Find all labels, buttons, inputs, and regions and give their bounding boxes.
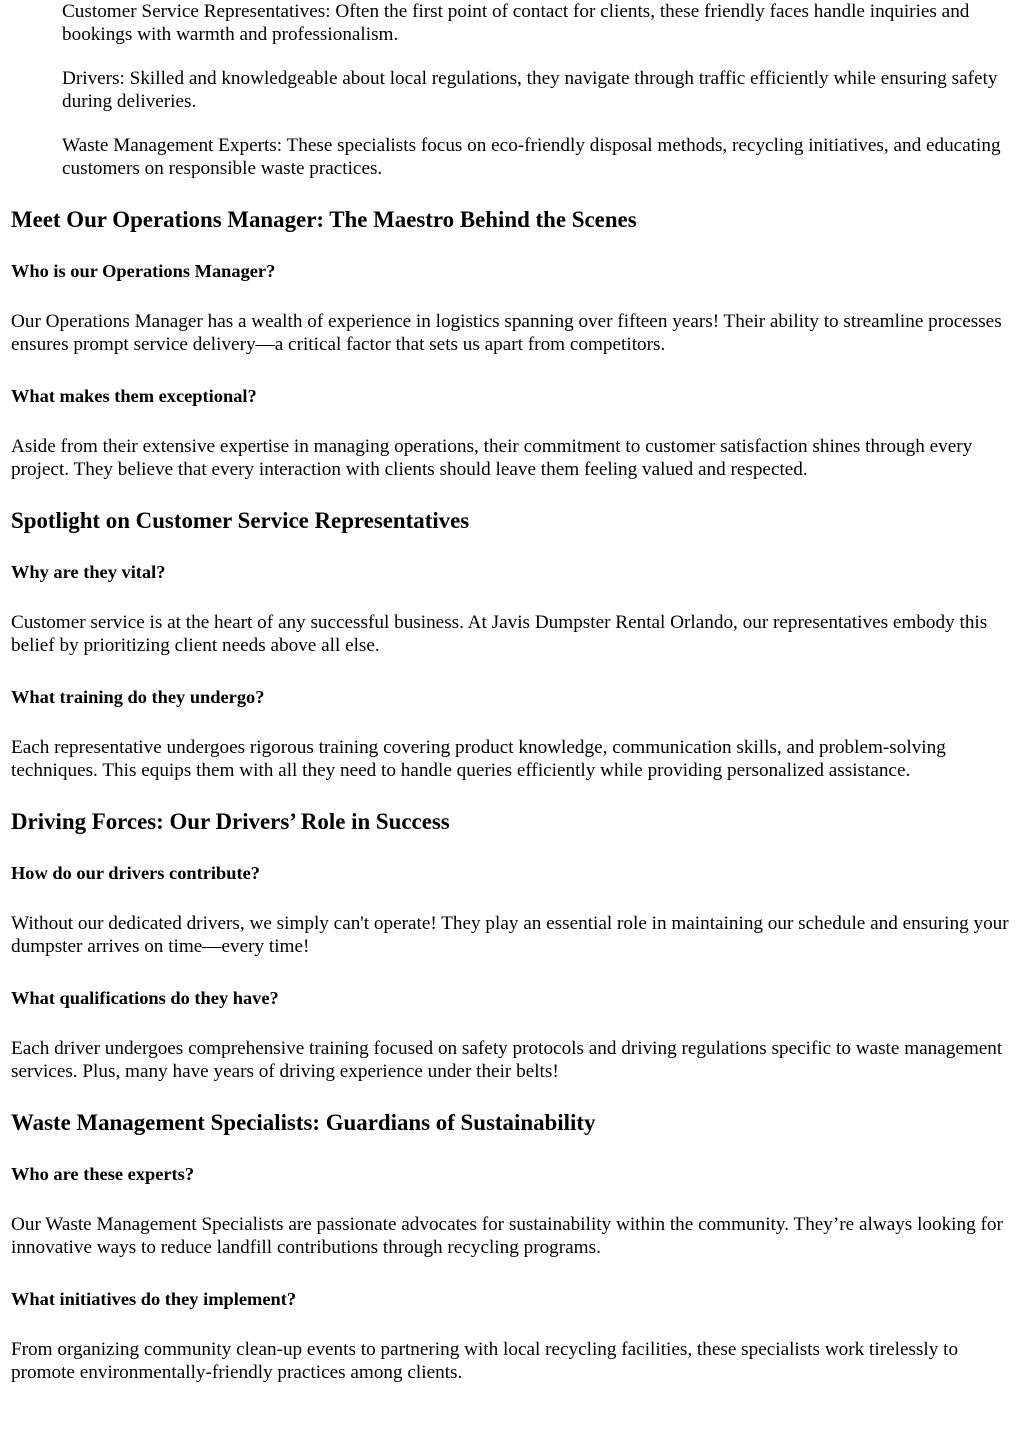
answer-paragraph: Our Waste Management Specialists are passionate advocates for sustainability within the community. They’re always looking for innovative ways to reduce landfill contributions through recycling programs. — [11, 1213, 1003, 1258]
section-customer-service — [11, 508, 1018, 783]
question-heading: What training do they undergo? — [11, 686, 265, 707]
answer-paragraph: Customer service is at the heart of any successful business. At Javis Dumpster Rental Orlando, our representatives embody this belief by prioritizing client needs above all else. — [11, 611, 988, 656]
section-heading: Meet Our Operations Manager: The Maestro Behind the Scenes — [11, 206, 637, 232]
question-heading: What initiatives do they implement? — [11, 1288, 297, 1309]
section-heading: Driving Forces: Our Drivers’ Role in Success — [11, 808, 450, 834]
answer-paragraph: Aside from their extensive expertise in managing operations, their commitment to customer satisfaction shines through every project. They believe that every interaction with clients should leave them feeling valued and respected. — [11, 435, 973, 480]
answer-paragraph: Each driver undergoes comprehensive training focused on safety protocols and driving regulations specific to waste management services. Plus, many have years of driving experience under their belts! — [11, 1037, 1003, 1082]
list-item: Drivers: Skilled and knowledgeable about local regulations, they navigate through traffic efficiently while ensuring safety during deliveries. — [62, 67, 998, 112]
answer-paragraph: Without our dedicated drivers, we simply can't operate! They play an essential role in maintaining our schedule and ensuring your dumpster arrives on time—every time! — [11, 912, 1009, 957]
team-roles-list — [11, 0, 1018, 181]
question-heading: What qualifications do they have? — [11, 987, 279, 1008]
section-operations-manager — [11, 207, 1018, 482]
section-heading: Waste Management Specialists: Guardians of Sustainability — [11, 1109, 596, 1135]
answer-paragraph: Our Operations Manager has a wealth of experience in logistics spanning over fifteen years! Their ability to streamline processes ensures prompt service delivery—a critical factor that sets us apart from competitors. — [11, 310, 1002, 355]
question-heading: How do our drivers contribute? — [11, 862, 260, 883]
list-item: Waste Management Experts: These specialists focus on eco-friendly disposal methods, recycling initiatives, and educating customers on responsible waste practices. — [62, 134, 1001, 179]
section-drivers — [11, 809, 1018, 1084]
question-heading: Why are they vital? — [11, 561, 166, 582]
question-heading: Who is our Operations Manager? — [11, 260, 276, 281]
question-heading: What makes them exceptional? — [11, 385, 257, 406]
question-heading: Who are these experts? — [11, 1163, 195, 1184]
answer-paragraph: From organizing community clean-up events to partnering with local recycling facilities, these specialists work tirelessly to promote environmentally-friendly practices among clients. — [11, 1338, 959, 1383]
section-waste-management — [11, 1110, 1018, 1385]
list-item: Customer Service Representatives: Often the first point of contact for clients, these friendly faces handle inquiries and bookings with warmth and professionalism. — [62, 0, 970, 45]
section-heading: Spotlight on Customer Service Representatives — [11, 507, 470, 533]
answer-paragraph: Each representative undergoes rigorous training covering product knowledge, communication skills, and problem-solving techniques. This equips them with all they need to handle queries efficiently while providing personalized assistance. — [11, 736, 946, 781]
